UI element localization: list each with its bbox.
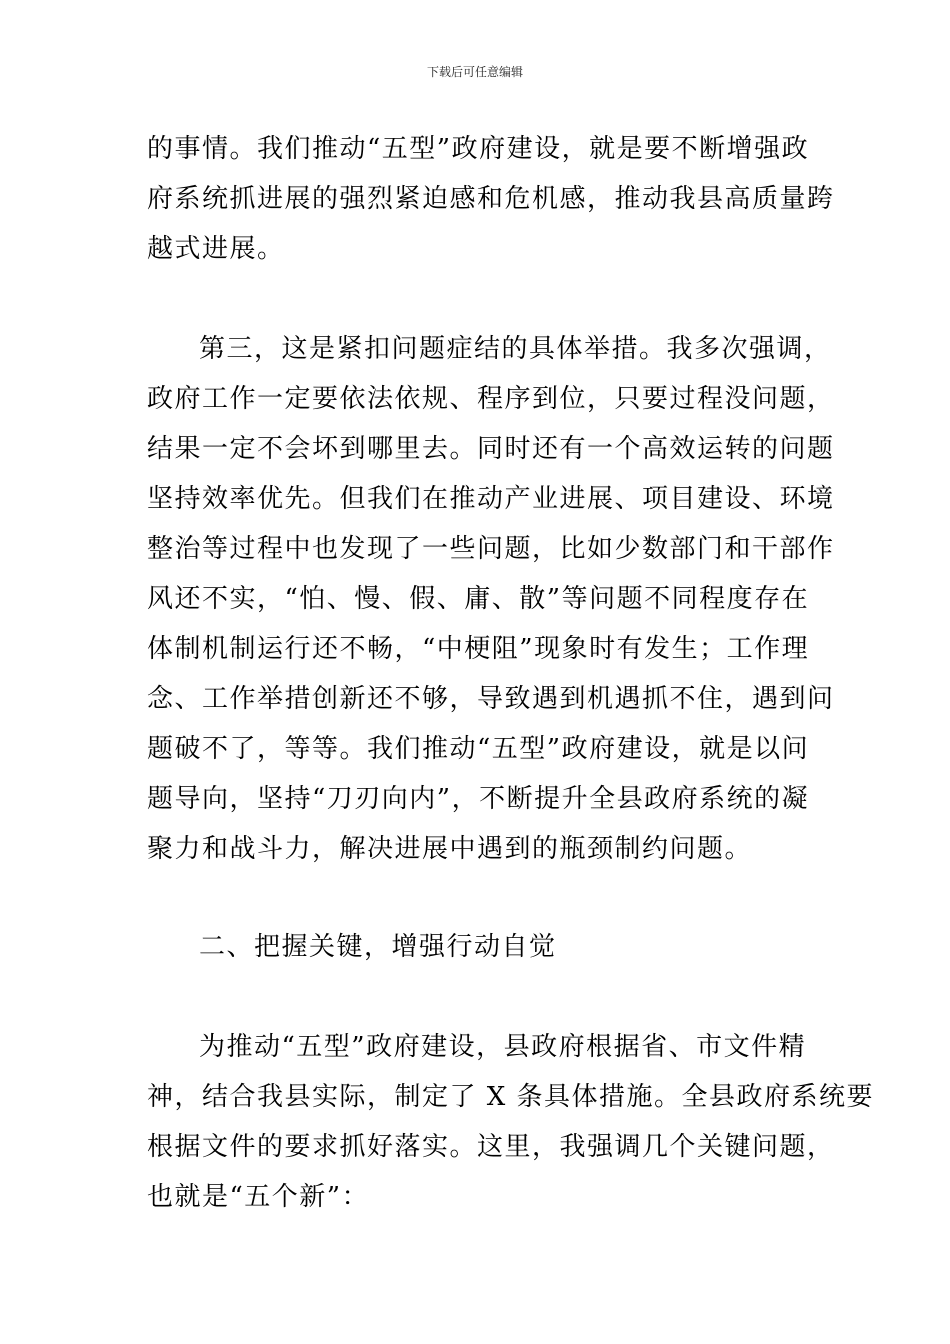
text-line: 政府工作一定要依法依规、程序到位，只要过程没问题， xyxy=(147,384,835,414)
text-line: 聚力和战斗力，解决进展中遇到的瓶颈制约问题。 xyxy=(147,834,753,864)
text-line: 府系统抓进展的强烈紧迫感和危机感，推动我县高质量跨 xyxy=(147,184,835,214)
text-line: 第三，这是紧扣问题症结的具体举措。我多次强调， xyxy=(199,334,832,364)
paragraph-1 xyxy=(147,124,835,274)
text-line: 为推动“五型”政府建设，县政府根据省、市文件精 xyxy=(199,1032,807,1062)
page-header: 下载后可任意编辑 xyxy=(426,65,523,79)
text-line: 题导向，坚持“刀刃向内”，不断提升全县政府系统的凝 xyxy=(147,784,810,814)
section-heading xyxy=(147,922,807,972)
text-line: 神，结合我县实际，制定了 X 条具体措施。全县政府系统要 xyxy=(147,1082,875,1112)
text-line: 的事情。我们推动“五型”政府建设，就是要不断增强政 xyxy=(147,134,810,164)
text-line: 整治等过程中也发现了一些问题，比如少数部门和干部作 xyxy=(147,534,835,564)
text-line: 结果一定不会坏到哪里去。同时还有一个高效运转的问题 xyxy=(147,434,835,464)
paragraph-3 xyxy=(147,1022,875,1222)
text-line: 根据文件的要求抓好落实。这里，我强调几个关键问题， xyxy=(147,1132,835,1162)
text-line: 题破不了，等等。我们推动“五型”政府建设，就是以问 xyxy=(147,734,810,764)
text-line: 风还不实，“怕、慢、假、庸、散”等问题不同程度存在 xyxy=(147,584,810,614)
text-line: 也就是“五个新”： xyxy=(147,1182,370,1212)
text-line: 体制机制运行还不畅，“中梗阻”现象时有发生；工作理 xyxy=(147,634,810,664)
paragraph-2 xyxy=(147,324,835,874)
heading-line: 二、把握关键，增强行动自觉 xyxy=(199,932,557,962)
text-line: 坚持效率优先。但我们在推动产业进展、项目建设、环境 xyxy=(147,484,835,514)
text-line: 越式进展。 xyxy=(147,234,285,264)
text-line: 念、工作举措创新还不够，导致遇到机遇抓不住，遇到问 xyxy=(147,684,835,714)
